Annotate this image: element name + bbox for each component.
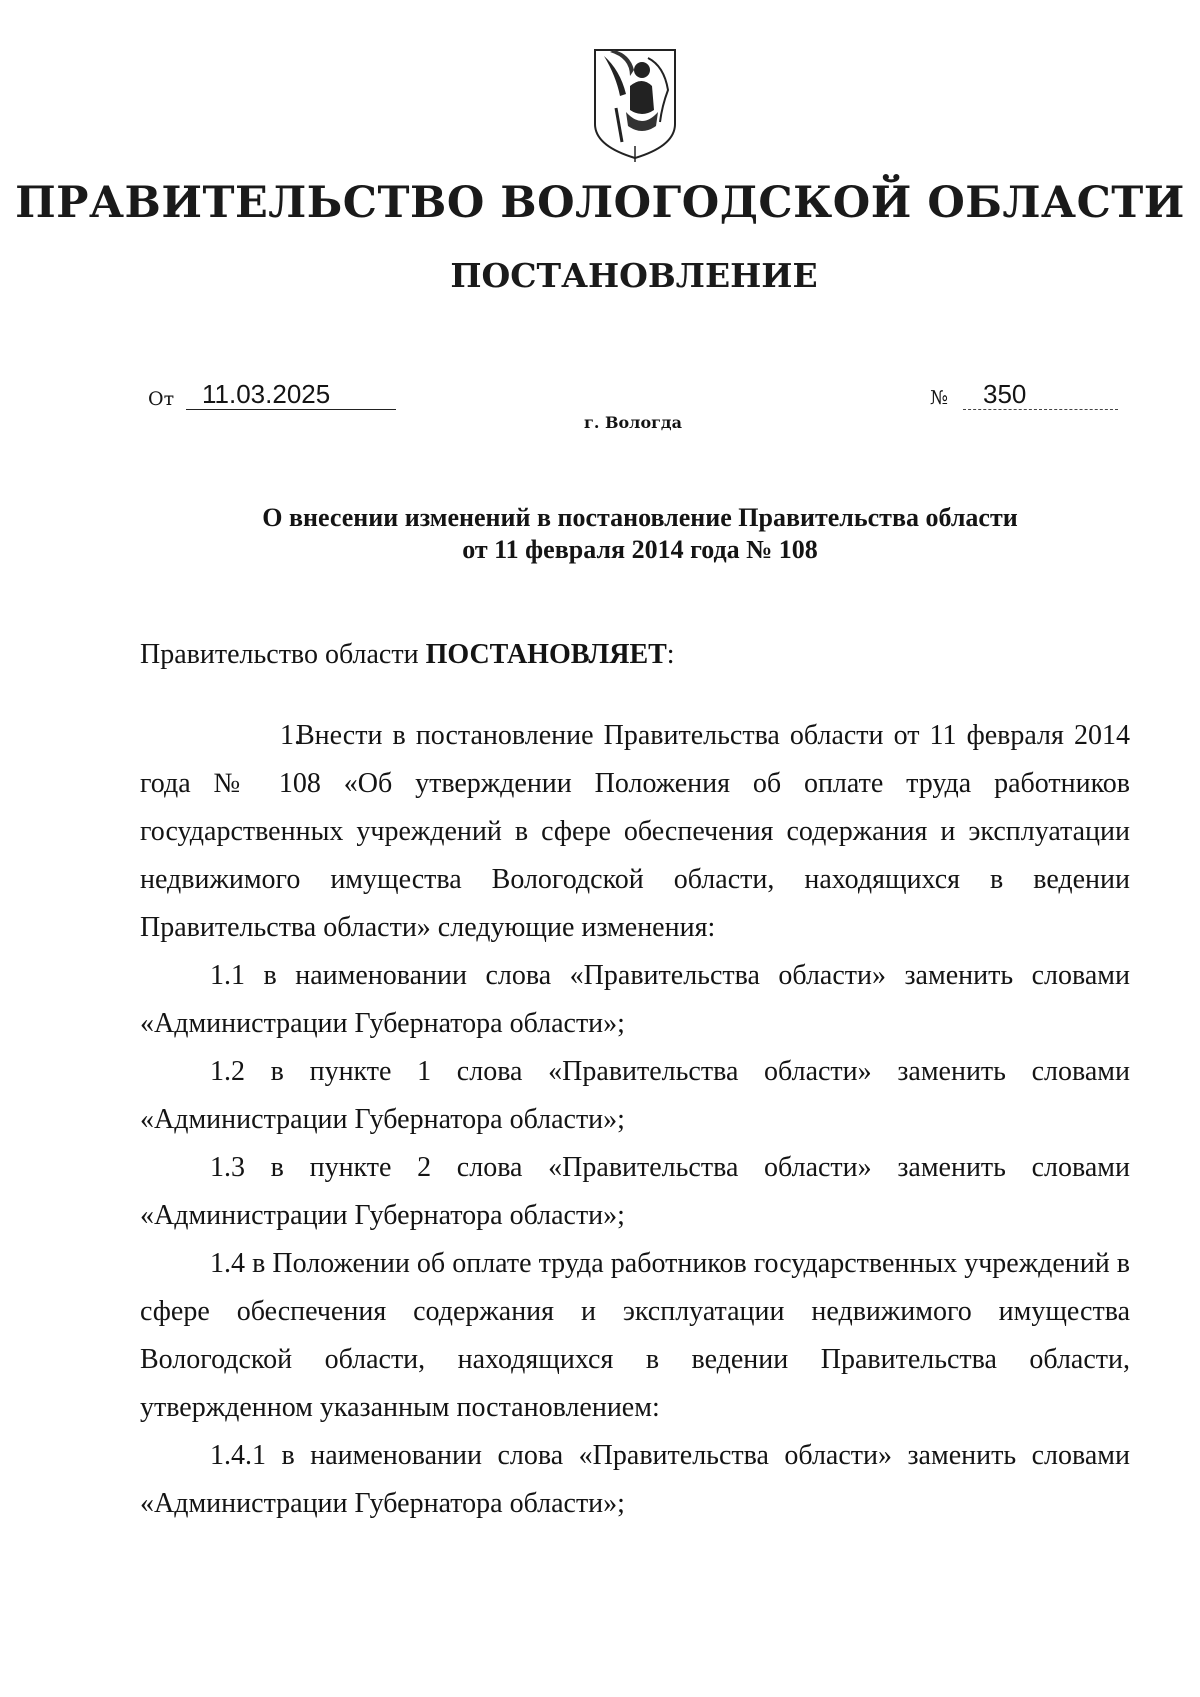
document-body [140, 712, 1130, 1528]
preamble [140, 631, 1130, 679]
document-title-line-1: О внесении изменений в постановление Правительства области [262, 503, 1018, 532]
paragraph-1-3: 1.3 в пункте 2 слова «Правительства области» заменить словами «Администрации Губернатора области»; [140, 1152, 1130, 1231]
document-type: ПОСТАНОВЛЕНИЕ [450, 256, 818, 295]
paragraph-1-4-1: 1.4.1 в наименовании слова «Правительства области» заменить словами «Администрации Губернатора области»; [140, 1440, 1130, 1519]
date-label: От [148, 388, 175, 410]
preamble-colon: : [666, 639, 675, 670]
document-date: 11.03.2025 [186, 379, 396, 410]
document-title-line-2: от 11 февраля 2014 года № 108 [462, 535, 818, 564]
preamble-text: Правительство области [140, 639, 426, 670]
paragraph-1 [140, 712, 1130, 952]
document-number: 350 [963, 379, 1118, 410]
number-label: № [930, 387, 948, 409]
paragraph-1-text: Внести в постановление Правительства области от 11 февраля 2014 года № 108 «Об утверждении Положения об оплате труда работников государственных учреждений в сфере обеспечения содержания и эксплуатации недвижимого имущества Вологодской области, находящихся в ведении Правительства области» следующие изменения: [140, 720, 1130, 943]
city: г. Вологда [584, 413, 682, 432]
paragraph-1-2: 1.2 в пункте 1 слова «Правительства области» заменить словами «Администрации Губернатора области»; [140, 1056, 1130, 1135]
paragraph-1-number: 1. [280, 720, 301, 751]
document-title [140, 502, 1140, 566]
paragraph-1-4: 1.4 в Положении об оплате труда работников государственных учреждений в сфере обеспечения содержания и эксплуатации недвижимого имущества Вологодской области, находящихся в ведении Правительства области, утвержденном указанным постановлением: [140, 1248, 1130, 1423]
paragraph-1-1: 1.1 в наименовании слова «Правительства области» заменить словами «Администрации Губернатора области»; [140, 960, 1130, 1039]
organization-name: ПРАВИТЕЛЬСТВО ВОЛОГОДСКОЙ ОБЛАСТИ [15, 178, 1185, 228]
vologda-coat-of-arms-icon [590, 46, 680, 164]
preamble-decree: ПОСТАНОВЛЯЕТ [425, 639, 667, 670]
